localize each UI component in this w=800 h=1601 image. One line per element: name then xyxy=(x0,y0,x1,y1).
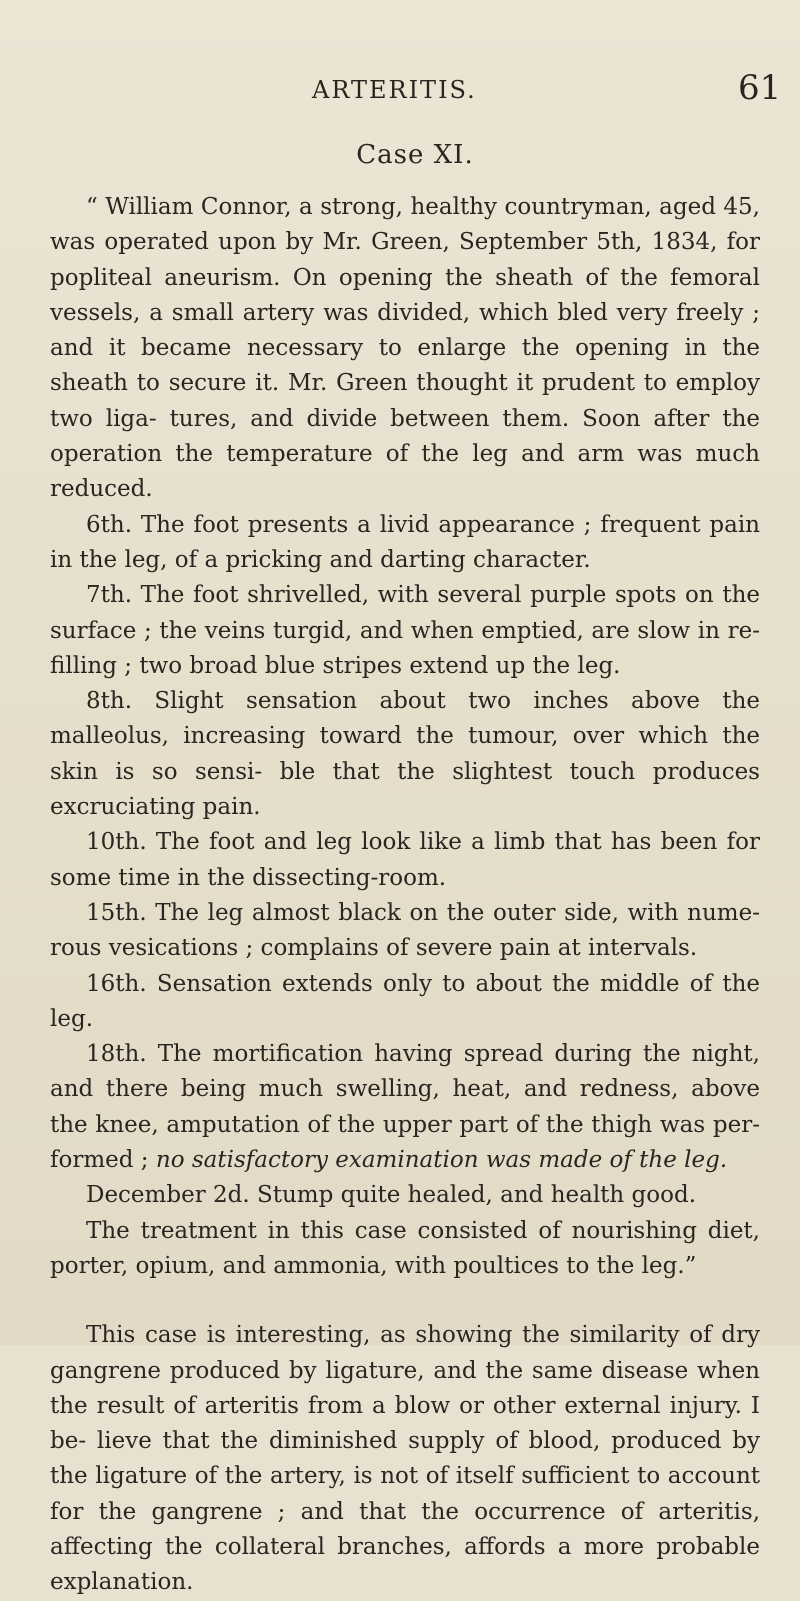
paragraph-8th: 8th. Slight sensation about two inches above the malleolus, increasing toward the tumour, over which the skin is so sensi- ble that the slightest touch produces excruciating pain. xyxy=(50,688,760,821)
paragraph-6th: 6th. The foot presents a livid appearance ; frequent pain in the leg, of a pricking and darting character. xyxy=(50,511,760,573)
body-text xyxy=(50,190,760,1601)
case-heading: Case XI. xyxy=(356,140,474,170)
paragraph-10th: 10th. The foot and leg look like a limb that has been for some time in the dissecting-room. xyxy=(50,829,760,891)
running-title: ARTERITIS. xyxy=(312,76,477,104)
paragraph-gap xyxy=(50,1284,760,1318)
paragraph-18th-italic: no satisfactory examination was made of the leg. xyxy=(155,1147,728,1174)
paragraph-15th: 15th. The leg almost black on the outer side, with nume- rous vesications ; complains of severe pain at intervals. xyxy=(50,899,760,962)
paragraph-18th-text: 18th. The mortification having spread during the night, and there being much swelling, heat, and redness, above the knee, amputation of the upper part of the thigh was per- formed ; xyxy=(50,1041,760,1174)
paragraph-18th xyxy=(50,1037,760,1178)
paragraph-16th: 16th. Sensation extends only to about the middle of the leg. xyxy=(50,970,760,1032)
paragraph-treatment: The treatment in this case consisted of nourishing diet, porter, opium, and ammonia, with poultices to the leg.” xyxy=(50,1217,760,1279)
paragraph-commentary: This case is interesting, as showing the similarity of dry gangrene produced by ligature, and the same disease when the result of arteritis from a blow or other external injury. I be- lieve that the diminished supply of blood, produced by the ligature of the artery, is not of itself sufficient to account for the gangrene ; and that the occurrence of arteritis, affecting the collateral branches, affords a more probable explanation. xyxy=(50,1322,760,1596)
running-head xyxy=(0,68,800,112)
paragraph-7th: 7th. The foot shrivelled, with several purple spots on the surface ; the veins turgid, and when emptied, are slow in re- filling ; two broad blue stripes extend up the leg. xyxy=(50,582,760,679)
page-number: 61 xyxy=(738,68,782,108)
paragraph-case-history: “ William Connor, a strong, healthy countryman, aged 45, was operated upon by Mr. Green, September 5th, 1834, for popliteal aneurism. On opening the sheath of the femoral vessels, a small artery was divided, which bled very freely ; and it became necessary to enlarge the opening in the sheath to secure it. Mr. Green thought it prudent to employ two liga- tures, and divide between them. Soon after the operation the temperature of the leg and arm was much reduced. xyxy=(50,194,760,503)
paragraph-december: December 2d. Stump quite healed, and health good. xyxy=(86,1182,697,1209)
